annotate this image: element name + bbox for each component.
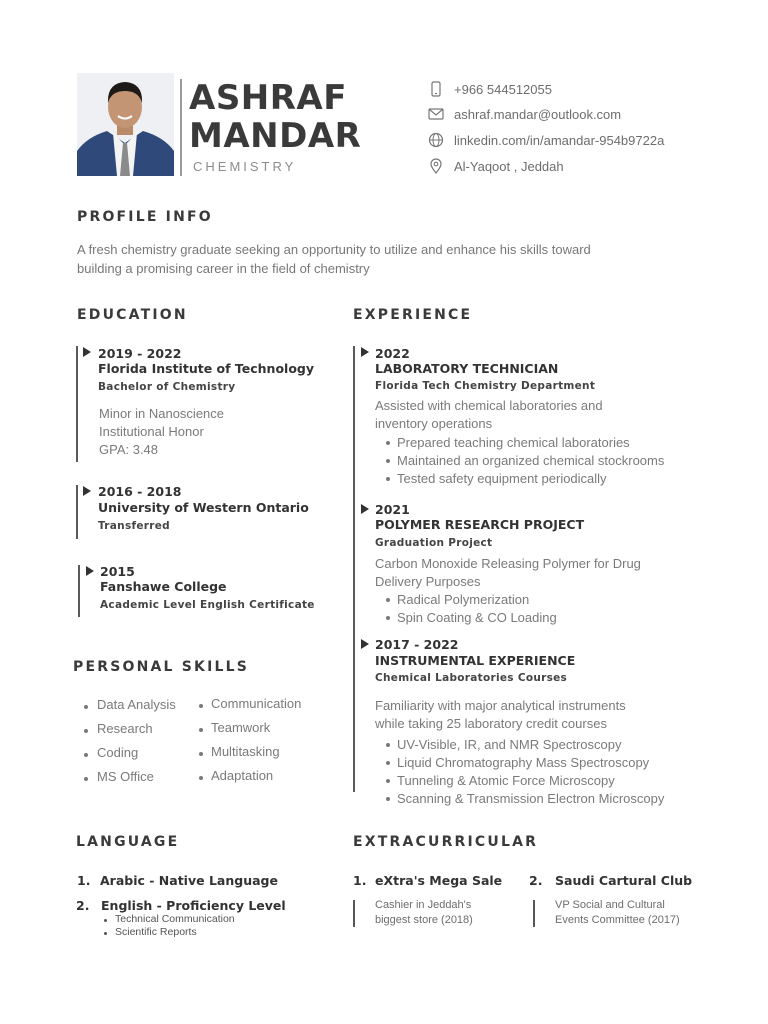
exp-bullets (375, 736, 725, 808)
location-text: Al-Yaqoot , Jeddah (454, 158, 564, 174)
extracurricular-desc-line: biggest store (2018) (375, 914, 473, 926)
last-name: MANDAR (189, 116, 362, 156)
divider-bar (533, 900, 535, 927)
timeline-arrow-icon (361, 347, 369, 357)
edu-degree: Academic Level English Certificate (100, 599, 315, 611)
exp-role: INSTRUMENTAL EXPERIENCE (375, 653, 576, 668)
skill-item: Teamwork (211, 720, 271, 735)
exp-bullet: Prepared teaching chemical laboratories (375, 434, 715, 452)
contact-linkedin[interactable] (428, 131, 664, 149)
exp-desc-line: while taking 25 laboratory credit courses (375, 716, 607, 731)
bullet-dot (199, 704, 203, 708)
exp-bullet: Spin Coating & CO Loading (375, 609, 715, 627)
language-item: Arabic - Native Language (100, 873, 278, 888)
email-text: ashraf.mandar@outlook.com (454, 106, 622, 122)
profile-heading: PROFILE INFO (77, 209, 213, 225)
skill-item: Adaptation (211, 768, 274, 783)
edu-years: 2019 - 2022 (98, 346, 182, 361)
exp-bullet: Scanning & Transmission Electron Microscopy (375, 790, 725, 808)
exp-org: Graduation Project (375, 537, 493, 549)
linkedin-text: linkedin.com/in/amandar-954b9722a (454, 132, 665, 148)
exp-description (375, 697, 715, 733)
skill-item: Multitasking (211, 744, 280, 759)
extracurricular-desc-line: Cashier in Jeddah's (375, 899, 472, 911)
profile-summary (77, 240, 697, 278)
extracurricular-desc (555, 898, 680, 928)
exp-desc-line: Familiarity with major analytical instruments (375, 698, 626, 713)
exp-year: 2017 - 2022 (375, 637, 459, 652)
timeline-arrow-icon (83, 486, 91, 496)
language-subitem: Technical Communication (115, 913, 235, 925)
extracurricular-item: eXtra's Mega Sale (375, 873, 503, 888)
extracurricular-heading: EXTRACURRICULAR (353, 834, 539, 850)
location-pin-icon (428, 158, 444, 174)
profile-line: building a promising career in the field of chemistry (77, 261, 370, 276)
exp-description (375, 555, 705, 591)
timeline-bar (78, 565, 80, 617)
edu-years: 2015 (100, 564, 135, 579)
timeline-arrow-icon (361, 639, 369, 649)
extracurricular-desc-line: VP Social and Cultural (555, 899, 665, 911)
exp-role: POLYMER RESEARCH PROJECT (375, 517, 585, 532)
bullet-dot (84, 753, 88, 757)
edu-institution: Fanshawe College (100, 579, 227, 594)
timeline-arrow-icon (361, 504, 369, 514)
timeline-bar (76, 346, 78, 462)
skills-heading: PERSONAL SKILLS (73, 659, 250, 675)
exp-bullet: Tested safety equipment periodically (375, 470, 715, 488)
exp-bullet: Tunneling & Atomic Force Microscopy (375, 772, 725, 790)
exp-description (375, 397, 705, 433)
exp-bullet: Liquid Chromatography Mass Spectroscopy (375, 754, 725, 772)
language-subitem: Scientific Reports (115, 926, 197, 938)
list-number: 1. (353, 873, 367, 888)
education-heading: EDUCATION (77, 307, 188, 323)
language-heading: LANGUAGE (76, 834, 180, 850)
header-divider (180, 79, 182, 176)
phone-icon (428, 81, 444, 97)
experience-timeline-bar (353, 346, 355, 792)
exp-year: 2021 (375, 502, 410, 517)
list-number: 1. (77, 873, 91, 888)
profile-photo (77, 73, 174, 176)
edu-institution: University of Western Ontario (98, 500, 309, 515)
exp-desc-line: Assisted with chemical laboratories and (375, 398, 603, 413)
skill-item: Data Analysis (97, 697, 176, 712)
exp-bullet: Radical Polymerization (375, 591, 715, 609)
exp-org: Florida Tech Chemistry Department (375, 380, 596, 392)
bullet-dot (199, 728, 203, 732)
bullet-dot (104, 932, 107, 935)
exp-org: Chemical Laboratories Courses (375, 672, 568, 684)
bullet-dot (84, 777, 88, 781)
profile-line: A fresh chemistry graduate seeking an opportunity to utilize and enhance his skills toward (77, 242, 591, 257)
bullet-dot (199, 752, 203, 756)
skill-item: MS Office (97, 769, 154, 784)
extracurricular-item: Saudi Cartural Club (555, 873, 693, 888)
exp-role: LABORATORY TECHNICIAN (375, 361, 559, 376)
edu-details (99, 405, 224, 459)
skill-item: Research (97, 721, 153, 736)
timeline-arrow-icon (86, 566, 94, 576)
bullet-dot (84, 729, 88, 733)
first-name: ASHRAF (189, 78, 347, 118)
edu-detail: GPA: 3.48 (99, 442, 159, 457)
contact-phone[interactable] (428, 80, 552, 98)
exp-bullets (375, 591, 715, 627)
exp-bullet: UV-Visible, IR, and NMR Spectroscopy (375, 736, 725, 754)
exp-year: 2022 (375, 346, 410, 361)
divider-bar (353, 900, 355, 927)
timeline-arrow-icon (83, 347, 91, 357)
edu-years: 2016 - 2018 (98, 484, 182, 499)
experience-heading: EXPERIENCE (353, 307, 473, 323)
language-item: English - Proficiency Level (101, 898, 286, 913)
contact-email[interactable] (428, 105, 621, 123)
email-icon (428, 106, 444, 122)
skill-item: Communication (211, 696, 302, 711)
role-title: CHEMISTRY (193, 159, 297, 174)
timeline-bar (76, 485, 78, 539)
exp-bullet: Maintained an organized chemical stockrooms (375, 452, 715, 470)
exp-bullets (375, 434, 715, 488)
list-number: 2. (76, 898, 90, 913)
exp-desc-line: Carbon Monoxide Releasing Polymer for Drug (375, 556, 641, 571)
globe-icon (428, 132, 444, 148)
extracurricular-desc (375, 898, 473, 928)
exp-desc-line: Delivery Purposes (375, 574, 481, 589)
edu-institution: Florida Institute of Technology (98, 361, 315, 376)
skill-item: Coding (97, 745, 139, 760)
full-name (189, 79, 361, 155)
bullet-dot (199, 776, 203, 780)
edu-degree: Transferred (98, 520, 170, 532)
edu-detail: Institutional Honor (99, 424, 204, 439)
bullet-dot (104, 919, 107, 922)
list-number: 2. (529, 873, 543, 888)
edu-degree: Bachelor of Chemistry (98, 381, 236, 393)
extracurricular-desc-line: Events Committee (2017) (555, 914, 680, 926)
contact-location (428, 157, 564, 175)
exp-desc-line: inventory operations (375, 416, 493, 431)
phone-text: +966 544512055 (454, 81, 552, 97)
bullet-dot (84, 705, 88, 709)
edu-detail: Minor in Nanoscience (99, 406, 225, 421)
